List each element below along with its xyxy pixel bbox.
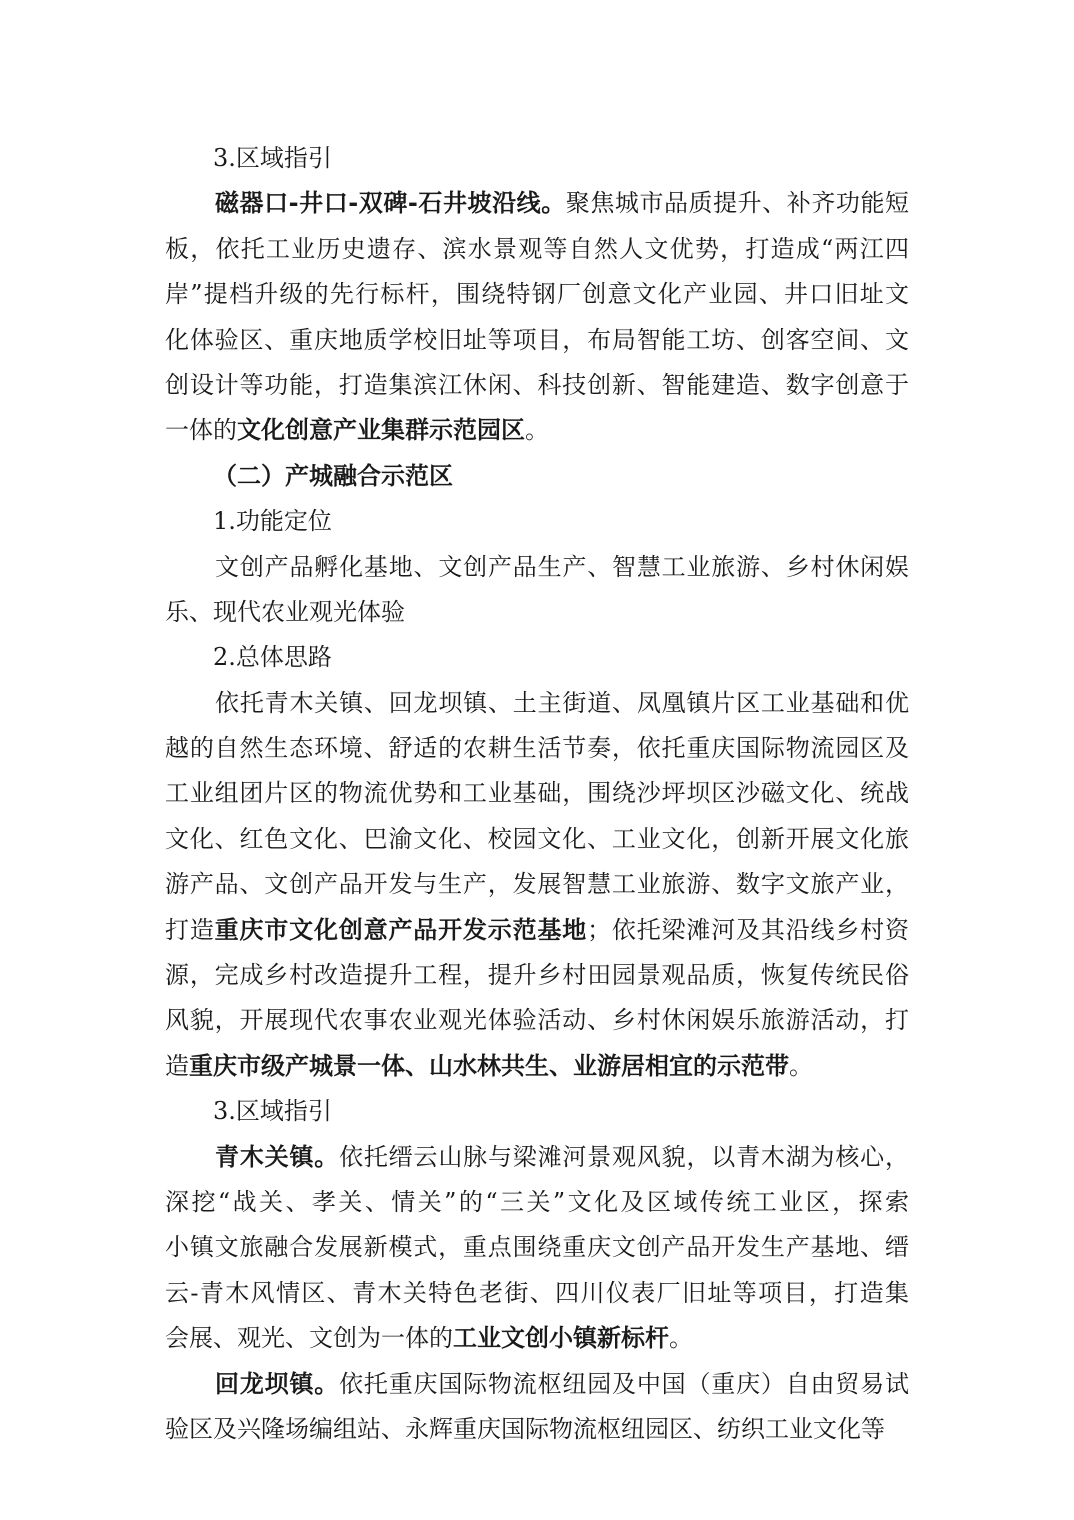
paragraph-line [165, 1135, 909, 1180]
paragraph-line [165, 1044, 909, 1089]
text-run: 云-青木风情区、青木关特色老街、四川仪表厂旧址等项目，打造集 [165, 1278, 909, 1307]
text-run: 。 [669, 1324, 693, 1353]
text-run: 。 [789, 1051, 813, 1080]
paragraph-line [165, 1316, 909, 1361]
paragraph-line [165, 363, 909, 408]
text-run: 游产品、文创产品开发与生产，发展智慧工业旅游、数字文旅产业， [165, 870, 909, 899]
text-run: 创设计等功能，打造集滨江休闲、科技创新、智能建造、数字创意于 [165, 370, 909, 399]
text-run: 乐、现代农业观光体验 [165, 597, 405, 626]
text-run: 岸”提档升级的先行标杆，围绕特钢厂创意文化产业园、井口旧址文 [165, 280, 909, 309]
subsection-title: 3.区域指引 [213, 144, 332, 172]
paragraph-line [165, 545, 909, 590]
text-run: 聚焦城市品质提升、补齐功能短 [565, 189, 909, 218]
paragraph-line [165, 1407, 909, 1452]
text-run: 一体的 [165, 416, 237, 445]
paragraph-line [165, 408, 909, 453]
text-run: 板，依托工业历史遗存、滨水景观等自然人文优势，打造成“两江四 [165, 234, 909, 263]
subsection-title: 1.功能定位 [213, 507, 332, 536]
bold-text: 青木关镇。 [215, 1142, 340, 1171]
bold-text: 工业文创小镇新标杆 [453, 1324, 669, 1353]
text-run: 会展、观光、文创为一体的 [165, 1324, 453, 1353]
paragraph-line [165, 1180, 909, 1225]
text-run: 越的自然生态环境、舒适的农耕生活节奏，依托重庆国际物流园区及 [165, 734, 909, 763]
text-run: 依托青木关镇、回龙坝镇、土主街道、凤凰镇片区工业基础和优 [215, 688, 909, 717]
bold-text: 回龙坝镇。 [215, 1369, 340, 1398]
text-run: 打造 [165, 915, 215, 944]
paragraph [165, 1362, 909, 1453]
paragraph-line [165, 1362, 909, 1407]
paragraph-line [165, 817, 909, 862]
document-body [165, 136, 909, 1452]
section-heading: （二）产城融合示范区 [213, 461, 453, 490]
bold-text: 磁器口-井口-双碑-石井坡沿线。 [215, 189, 566, 218]
paragraph [165, 545, 909, 636]
text-run: 文创产品孵化基地、文创产品生产、智慧工业旅游、乡村休闲娱 [215, 552, 909, 581]
paragraph-line [165, 272, 909, 317]
subsection-title: 2.总体思路 [213, 643, 332, 672]
text-run: 小镇文旅融合发展新模式，重点围绕重庆文创产品开发生产基地、缙 [165, 1233, 909, 1262]
text-run: 文化、红色文化、巴渝文化、校园文化、工业文化，创新开展文化旅 [165, 824, 909, 853]
paragraph [165, 181, 909, 453]
text-run: 依托缙云山脉与梁滩河景观风貌，以青木湖为核心， [339, 1142, 909, 1171]
paragraph-line [165, 726, 909, 771]
text-run: 源，完成乡村改造提升工程，提升乡村田园景观品质，恢复传统民俗 [165, 961, 909, 990]
paragraph-line [165, 181, 909, 226]
bold-text: 文化创意产业集群示范园区 [237, 416, 525, 445]
subsection-title: 3.区域指引 [213, 1097, 332, 1126]
paragraph-line [165, 318, 909, 363]
bold-text: 重庆市文化创意产品开发示范基地 [214, 915, 588, 944]
paragraph [165, 681, 909, 1090]
text-run: 依托重庆国际物流枢纽园及中国（重庆）自由贸易试 [339, 1369, 909, 1398]
text-run: 化体验区、重庆地质学校旧址等项目，布局智能工坊、创客空间、文 [165, 325, 909, 354]
text-run: ；依托梁滩河及其沿线乡村资 [587, 915, 909, 944]
paragraph-line [165, 908, 909, 953]
bold-text: 重庆市级产城景一体、山水林共生、业游居相宜的示范带 [189, 1051, 789, 1080]
text-run: 验区及兴隆场编组站、永辉重庆国际物流枢纽园区、纺织工业文化等 [165, 1414, 885, 1443]
paragraph-line [165, 1225, 909, 1270]
paragraph-line [165, 590, 909, 635]
text-run: 风貌，开展现代农事农业观光体验活动、乡村休闲娱乐旅游活动，打 [165, 1006, 909, 1035]
paragraph-line [165, 862, 909, 907]
paragraph-line [165, 1271, 909, 1316]
paragraph-line [165, 998, 909, 1043]
text-run: 工业组团片区的物流优势和工业基础，围绕沙坪坝区沙磁文化、统战 [165, 779, 909, 808]
paragraph-line [165, 771, 909, 816]
paragraph-line [165, 227, 909, 272]
text-run: 深挖“战关、孝关、情关”的“三关”文化及区域传统工业区，探索 [165, 1187, 909, 1216]
paragraph-line [165, 953, 909, 998]
text-run: 造 [165, 1051, 189, 1080]
paragraph-line [165, 681, 909, 726]
text-run: 。 [525, 416, 549, 445]
paragraph [165, 1135, 909, 1362]
